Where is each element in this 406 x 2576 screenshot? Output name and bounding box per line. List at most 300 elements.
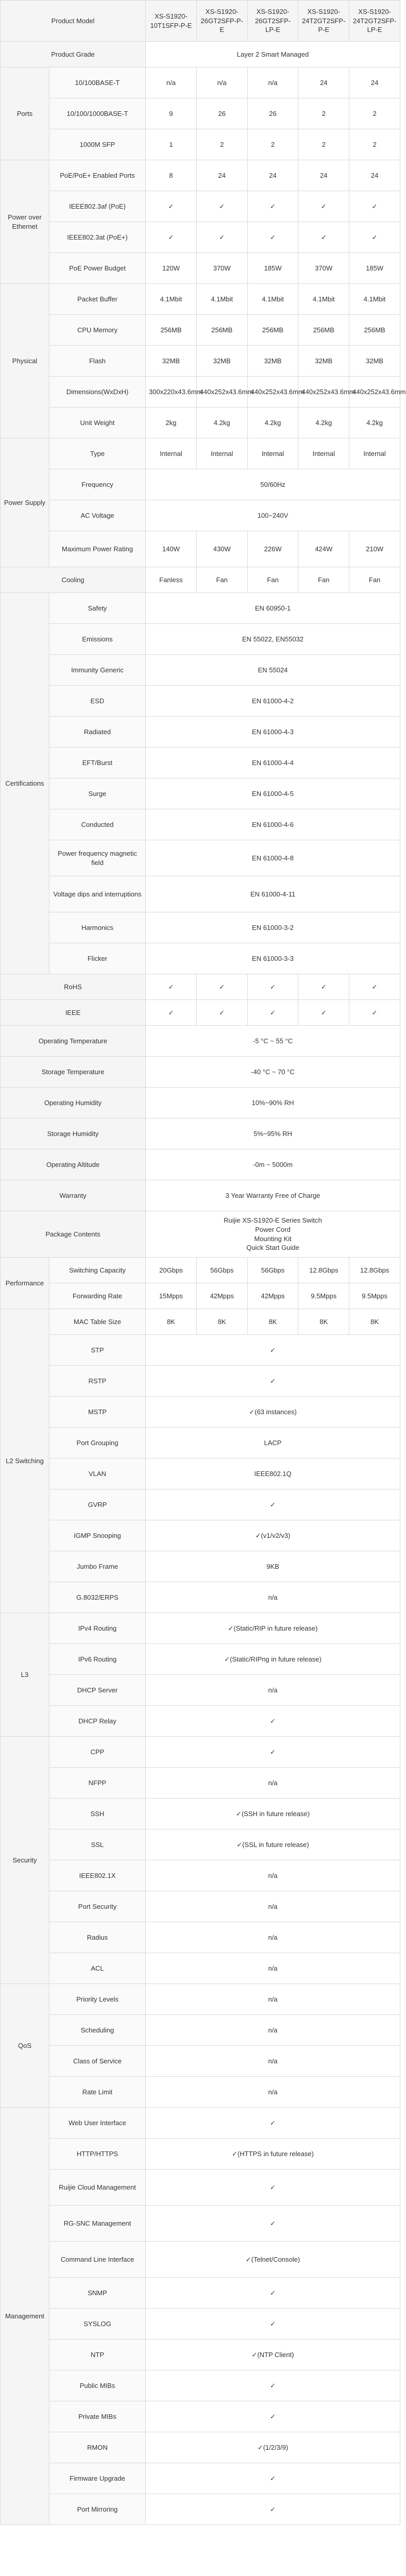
spec-value: 4.2kg [298, 408, 349, 438]
spec-value: EN 61000-4-4 [146, 748, 400, 778]
spec-value: ✓(NTP Client) [146, 2340, 400, 2370]
spec-value: ✓ [146, 1000, 197, 1026]
spec-group-label: L3 [1, 1613, 49, 1737]
spec-row [1, 974, 400, 1000]
spec-row [1, 1309, 400, 1335]
spec-value: n/a [146, 1922, 400, 1953]
spec-value: n/a [247, 67, 298, 98]
spec-row [1, 222, 400, 253]
spec-sub-label: Safety [49, 593, 146, 624]
spec-value: ✓ [146, 1706, 400, 1737]
spec-row [1, 1613, 400, 1644]
spec-value: ✓(HTTPS in future release) [146, 2139, 400, 2170]
spec-value: EN 61000-4-2 [146, 686, 400, 717]
spec-row [1, 1180, 400, 1211]
spec-value: EN 60950-1 [146, 593, 400, 624]
spec-value: 300x220x43.6mm [146, 377, 197, 408]
spec-group-label: Warranty [1, 1180, 146, 1211]
spec-value: EN 61000-4-11 [146, 876, 400, 912]
spec-value: EN 61000-4-6 [146, 809, 400, 840]
spec-value: ✓ [298, 191, 349, 222]
spec-value: Layer 2 Smart Managed [146, 42, 400, 67]
spec-value: ✓ [146, 1489, 400, 1520]
spec-row [1, 1057, 400, 1088]
spec-group-label: Power Supply [1, 438, 49, 567]
spec-sub-label: Priority Levels [49, 1984, 146, 2015]
spec-value: 26 [196, 98, 247, 129]
spec-value: 42Mpps [196, 1283, 247, 1309]
spec-group-label: Management [1, 2108, 49, 2525]
spec-group-label: Product Grade [1, 42, 146, 67]
spec-value: ✓ [146, 1335, 400, 1366]
spec-value: ✓ [349, 222, 400, 253]
spec-sub-label: SSH [49, 1799, 146, 1829]
spec-sub-label: Web User Interface [49, 2108, 146, 2139]
spec-value: 32MB [298, 346, 349, 377]
spec-sub-label: Class of Service [49, 2046, 146, 2077]
spec-value: n/a [146, 1768, 400, 1799]
spec-value: n/a [146, 67, 197, 98]
spec-value: n/a [146, 2015, 400, 2046]
model-name: XS-S1920-24T2GT2SFP-LP-E [349, 1, 400, 42]
spec-row [1, 1644, 400, 1675]
spec-row [1, 1829, 400, 1860]
model-name: XS-S1920-10T1SFP-P-E [146, 1, 197, 42]
spec-value: 4.1Mbit [196, 284, 247, 315]
spec-row [1, 1026, 400, 1057]
spec-row [1, 438, 400, 469]
spec-sub-label: RMON [49, 2432, 146, 2463]
spec-value: ✓ [146, 1366, 400, 1397]
spec-value: ✓ [146, 222, 197, 253]
spec-value: 32MB [247, 346, 298, 377]
spec-row [1, 2015, 400, 2046]
spec-sub-label: IEEE802.3at (PoE+) [49, 222, 146, 253]
spec-value: ✓ [196, 1000, 247, 1026]
spec-value: 440x252x43.6mm [349, 377, 400, 408]
model-name: XS-S1920-24T2GT2SFP-P-E [298, 1, 349, 42]
spec-value: 370W [298, 253, 349, 284]
spec-value: 9KB [146, 1551, 400, 1582]
spec-value: n/a [146, 1582, 400, 1613]
spec-sub-label: Radius [49, 1922, 146, 1953]
spec-value: ✓ [298, 222, 349, 253]
spec-value: ✓ [146, 2170, 400, 2206]
spec-value: 32MB [349, 346, 400, 377]
spec-row [1, 2340, 400, 2370]
spec-value: 3 Year Warranty Free of Charge [146, 1180, 400, 1211]
spec-row [1, 2370, 400, 2401]
spec-value: 226W [247, 531, 298, 567]
spec-value: 4.1Mbit [247, 284, 298, 315]
spec-row [1, 2309, 400, 2340]
spec-value: ✓ [146, 2108, 400, 2139]
spec-value: Ruijie XS-S1920-E Series Switch Power Cord Mounting Kit Quick Start Guide [146, 1211, 400, 1258]
spec-row [1, 191, 400, 222]
spec-sub-label: Forwarding Rate [49, 1283, 146, 1309]
spec-value: 2 [298, 129, 349, 160]
spec-value: 42Mpps [247, 1283, 298, 1309]
spec-sub-label: NFPP [49, 1768, 146, 1799]
spec-row [1, 1706, 400, 1737]
spec-value: Internal [146, 438, 197, 469]
spec-sub-label: Firmware Upgrade [49, 2463, 146, 2494]
spec-value: ✓ [146, 2494, 400, 2525]
spec-group-label: IEEE [1, 1000, 146, 1026]
spec-value: 440x252x43.6mm [247, 377, 298, 408]
spec-row [1, 2463, 400, 2494]
spec-value: 24 [196, 160, 247, 191]
spec-value: n/a [146, 1984, 400, 2015]
spec-sub-label: Rate Limit [49, 2077, 146, 2108]
spec-row [1, 1118, 400, 1149]
spec-row [1, 624, 400, 655]
spec-row [1, 1520, 400, 1551]
spec-value: 440x252x43.6mm [298, 377, 349, 408]
spec-row [1, 2170, 400, 2206]
spec-value: 256MB [247, 315, 298, 346]
spec-row [1, 1582, 400, 1613]
spec-row [1, 809, 400, 840]
spec-row [1, 2278, 400, 2309]
spec-value: -5 °C ~ 55 °C [146, 1026, 400, 1057]
spec-row [1, 1860, 400, 1891]
spec-value: IEEE802.1Q [146, 1459, 400, 1489]
spec-value: EN 61000-3-3 [146, 943, 400, 974]
spec-value: 256MB [146, 315, 197, 346]
spec-group-label: L2 Switching [1, 1309, 49, 1613]
spec-value: 2 [349, 98, 400, 129]
spec-value: Internal [247, 438, 298, 469]
spec-sub-label: STP [49, 1335, 146, 1366]
spec-value: ✓ [146, 2401, 400, 2432]
spec-sub-label: Public MIBs [49, 2370, 146, 2401]
spec-row [1, 469, 400, 500]
spec-value: -40 °C ~ 70 °C [146, 1057, 400, 1088]
spec-value: 8 [146, 160, 197, 191]
spec-value: n/a [146, 1860, 400, 1891]
spec-sub-label: MSTP [49, 1397, 146, 1428]
spec-row [1, 1366, 400, 1397]
spec-group-label: Operating Temperature [1, 1026, 146, 1057]
spec-value: 20Gbps [146, 1258, 197, 1283]
spec-row [1, 778, 400, 809]
spec-value: 256MB [349, 315, 400, 346]
spec-sub-label: Ruijie Cloud Management [49, 2170, 146, 2206]
spec-value: 2 [196, 129, 247, 160]
spec-row [1, 2046, 400, 2077]
spec-group-label: Ports [1, 67, 49, 160]
spec-row [1, 1088, 400, 1118]
spec-sub-label: Switching Capacity [49, 1258, 146, 1283]
spec-value: 185W [247, 253, 298, 284]
spec-sub-label: PoE/PoE+ Enabled Ports [49, 160, 146, 191]
spec-value: 26 [247, 98, 298, 129]
spec-value: ✓ [247, 974, 298, 1000]
spec-value: ✓(SSH in future release) [146, 1799, 400, 1829]
spec-row [1, 1428, 400, 1459]
spec-sub-label: Immunity Generic [49, 655, 146, 686]
spec-sub-label: 1000M SFP [49, 129, 146, 160]
spec-value: 4.1Mbit [146, 284, 197, 315]
spec-value: ✓ [146, 2463, 400, 2494]
spec-value: ✓(1/2/3/9) [146, 2432, 400, 2463]
spec-value: 2kg [146, 408, 197, 438]
spec-sub-label: VLAN [49, 1459, 146, 1489]
spec-value: 24 [247, 160, 298, 191]
spec-row [1, 1953, 400, 1984]
spec-row [1, 1258, 400, 1283]
spec-sub-label: 10/100BASE-T [49, 67, 146, 98]
spec-row [1, 531, 400, 567]
spec-value: ✓ [146, 191, 197, 222]
spec-value: EN 55024 [146, 655, 400, 686]
spec-value: ✓ [146, 974, 197, 1000]
spec-group-label: Certifications [1, 593, 49, 974]
spec-value: 256MB [298, 315, 349, 346]
spec-row [1, 1489, 400, 1520]
spec-value: -0m ~ 5000m [146, 1149, 400, 1180]
spec-sub-label: Flicker [49, 943, 146, 974]
spec-value: 210W [349, 531, 400, 567]
spec-sub-label: Flash [49, 346, 146, 377]
spec-value: 4.1Mbit [298, 284, 349, 315]
spec-value: ✓ [247, 191, 298, 222]
spec-group-label: RoHS [1, 974, 146, 1000]
spec-value: 120W [146, 253, 197, 284]
spec-value: 140W [146, 531, 197, 567]
spec-value: 15Mpps [146, 1283, 197, 1309]
spec-value: ✓ [196, 191, 247, 222]
spec-sub-label: Unit Weight [49, 408, 146, 438]
spec-value: 10%~90% RH [146, 1088, 400, 1118]
spec-value: ✓ [349, 1000, 400, 1026]
spec-row [1, 408, 400, 438]
spec-row [1, 2401, 400, 2432]
spec-row [1, 840, 400, 876]
spec-value: ✓(63 instances) [146, 1397, 400, 1428]
spec-row [1, 567, 400, 593]
spec-value: 8K [349, 1309, 400, 1335]
spec-value: 430W [196, 531, 247, 567]
spec-row [1, 1459, 400, 1489]
spec-row [1, 686, 400, 717]
spec-value: 4.1Mbit [349, 284, 400, 315]
spec-sub-label: Emissions [49, 624, 146, 655]
spec-group-label: QoS [1, 1984, 49, 2108]
spec-row [1, 1675, 400, 1706]
spec-value: ✓(Static/RIP in future release) [146, 1613, 400, 1644]
spec-row [1, 253, 400, 284]
spec-value: 24 [349, 67, 400, 98]
spec-sub-label: Type [49, 438, 146, 469]
spec-sub-label: Command Line Interface [49, 2242, 146, 2278]
spec-value: 32MB [146, 346, 197, 377]
spec-sub-label: SNMP [49, 2278, 146, 2309]
spec-sub-label: AC Voltage [49, 500, 146, 531]
spec-row [1, 1737, 400, 1768]
spec-group-label: Physical [1, 284, 49, 438]
spec-sub-label: PoE Power Budget [49, 253, 146, 284]
spec-value: 1 [146, 129, 197, 160]
spec-value: ✓ [247, 222, 298, 253]
spec-sub-label: SYSLOG [49, 2309, 146, 2340]
spec-sub-label: IPv4 Routing [49, 1613, 146, 1644]
spec-sub-label: IEEE802.3af (PoE) [49, 191, 146, 222]
spec-value: ✓(Telnet/Console) [146, 2242, 400, 2278]
spec-sub-label: GVRP [49, 1489, 146, 1520]
spec-value: Internal [196, 438, 247, 469]
spec-value: 50/60Hz [146, 469, 400, 500]
spec-value: 4.2kg [196, 408, 247, 438]
model-name: XS-S1920-26GT2SFP-P-E [196, 1, 247, 42]
spec-value: Fan [196, 567, 247, 593]
spec-value: 2 [247, 129, 298, 160]
spec-value: Internal [298, 438, 349, 469]
spec-value: EN 61000-4-3 [146, 717, 400, 748]
spec-row [1, 912, 400, 943]
spec-row [1, 655, 400, 686]
spec-value: ✓ [196, 222, 247, 253]
spec-row [1, 346, 400, 377]
spec-value: 8K [298, 1309, 349, 1335]
spec-row [1, 160, 400, 191]
spec-value: 424W [298, 531, 349, 567]
spec-value: ✓ [196, 974, 247, 1000]
spec-value: 5%~95% RH [146, 1118, 400, 1149]
spec-row [1, 1799, 400, 1829]
spec-value: Fan [298, 567, 349, 593]
spec-row [1, 593, 400, 624]
spec-sub-label: EFT/Burst [49, 748, 146, 778]
spec-value: ✓ [146, 2278, 400, 2309]
spec-group-label: Storage Humidity [1, 1118, 146, 1149]
spec-row [1, 98, 400, 129]
spec-value: ✓ [247, 1000, 298, 1026]
spec-row [1, 67, 400, 98]
spec-value: Fan [247, 567, 298, 593]
spec-value: 12.8Gbps [349, 1258, 400, 1283]
spec-row [1, 377, 400, 408]
spec-row [1, 2242, 400, 2278]
spec-row [1, 1335, 400, 1366]
spec-value: 9 [146, 98, 197, 129]
spec-value: 56Gbps [196, 1258, 247, 1283]
spec-sub-label: NTP [49, 2340, 146, 2370]
spec-row [1, 748, 400, 778]
spec-row [1, 1283, 400, 1309]
spec-value: 24 [298, 67, 349, 98]
spec-sub-label: RG-SNC Management [49, 2206, 146, 2242]
spec-group-label: Security [1, 1737, 49, 1984]
spec-value: 24 [349, 160, 400, 191]
spec-row [1, 2108, 400, 2139]
spec-row [1, 315, 400, 346]
spec-row [1, 2077, 400, 2108]
spec-value: ✓ [298, 974, 349, 1000]
spec-row [1, 1000, 400, 1026]
spec-sub-label: HTTP/HTTPS [49, 2139, 146, 2170]
spec-value: 12.8Gbps [298, 1258, 349, 1283]
spec-sub-label: Radiated [49, 717, 146, 748]
spec-value: 8K [146, 1309, 197, 1335]
spec-value: 100~240V [146, 500, 400, 531]
spec-value: EN 61000-4-5 [146, 778, 400, 809]
spec-value: 185W [349, 253, 400, 284]
spec-sub-label: CPP [49, 1737, 146, 1768]
spec-value: n/a [196, 67, 247, 98]
spec-value: 24 [298, 160, 349, 191]
spec-sub-label: DHCP Server [49, 1675, 146, 1706]
spec-sub-label: Voltage dips and interruptions [49, 876, 146, 912]
spec-sub-label: ESD [49, 686, 146, 717]
spec-sub-label: DHCP Relay [49, 1706, 146, 1737]
spec-sub-label: ACL [49, 1953, 146, 1984]
spec-group-label: Power over Ethernet [1, 160, 49, 284]
spec-row [1, 129, 400, 160]
spec-row [1, 1984, 400, 2015]
spec-row [1, 1149, 400, 1180]
spec-row [1, 876, 400, 912]
spec-value: EN 61000-3-2 [146, 912, 400, 943]
spec-row [1, 284, 400, 315]
spec-sub-label: CPU Memory [49, 315, 146, 346]
spec-value: ✓(Static/RIPng in future release) [146, 1644, 400, 1675]
spec-sub-label: SSL [49, 1829, 146, 1860]
spec-sub-label: Surge [49, 778, 146, 809]
spec-value: EN 55022, EN55032 [146, 624, 400, 655]
spec-value: Fanless [146, 567, 197, 593]
spec-row [1, 1551, 400, 1582]
spec-value: 370W [196, 253, 247, 284]
spec-sub-label: IEEE802.1X [49, 1860, 146, 1891]
spec-value: ✓ [146, 2206, 400, 2242]
spec-row [1, 42, 400, 67]
spec-value: 8K [247, 1309, 298, 1335]
spec-value: ✓ [146, 2370, 400, 2401]
spec-value: Fan [349, 567, 400, 593]
spec-value: n/a [146, 1891, 400, 1922]
spec-sub-label: Private MIBs [49, 2401, 146, 2432]
spec-row [1, 1922, 400, 1953]
spec-sub-label: Conducted [49, 809, 146, 840]
spec-value: 56Gbps [247, 1258, 298, 1283]
spec-row [1, 1397, 400, 1428]
spec-value: n/a [146, 1953, 400, 1984]
spec-row [1, 1211, 400, 1258]
spec-group-label: Operating Altitude [1, 1149, 146, 1180]
spec-row [1, 1768, 400, 1799]
spec-sub-label: RSTP [49, 1366, 146, 1397]
model-name: XS-S1920-26GT2SFP-LP-E [247, 1, 298, 42]
spec-value: Internal [349, 438, 400, 469]
spec-value: ✓ [146, 2309, 400, 2340]
spec-sub-label: Dimensions(WxDxH) [49, 377, 146, 408]
spec-group-label: Operating Humidity [1, 1088, 146, 1118]
spec-value: 9.5Mpps [349, 1283, 400, 1309]
spec-group-label: Cooling [1, 567, 146, 593]
spec-value: 2 [349, 129, 400, 160]
spec-row [1, 500, 400, 531]
spec-row [1, 2494, 400, 2525]
spec-sub-label: Scheduling [49, 2015, 146, 2046]
spec-value: n/a [146, 1675, 400, 1706]
spec-value: 256MB [196, 315, 247, 346]
spec-value: ✓ [349, 974, 400, 1000]
spec-sub-label: Port Mirroring [49, 2494, 146, 2525]
spec-value: 4.2kg [349, 408, 400, 438]
spec-value: LACP [146, 1428, 400, 1459]
